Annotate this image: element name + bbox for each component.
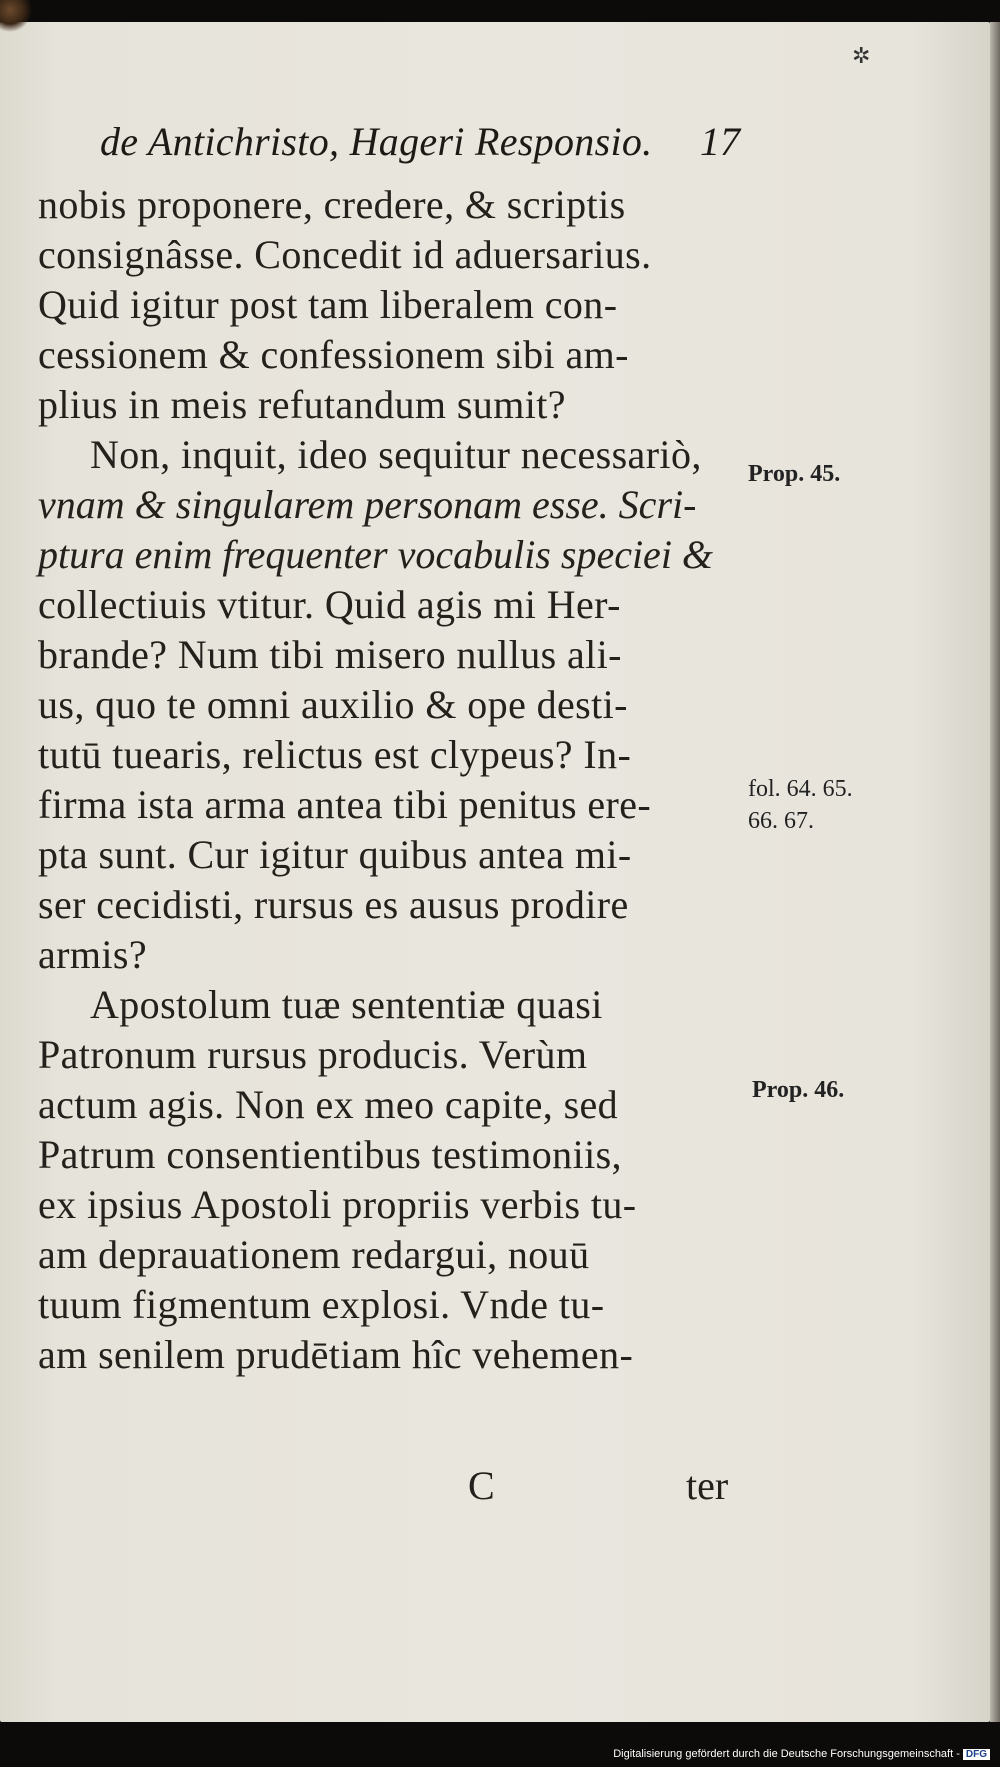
marginal-note-prop-45: Prop. 45. [748,461,841,487]
text-line: Apostolum tuæ sententiæ quasi [90,982,603,1027]
text-line: actum agis. Non ex meo capite, sed [38,1082,619,1127]
text-line: Quid igitur post tam liberalem con- [38,282,618,327]
text-line: tuum figmentum explosi. Vnde tu- [38,1282,605,1327]
dfg-logo: DFG [963,1749,990,1760]
credit-text: Digitalisierung gefördert durch die Deutsche Forschungsgemeinschaft - [613,1748,960,1760]
body-text [38,180,743,1380]
marginal-note-prop-46: Prop. 46. [752,1077,845,1103]
catchword: ter [686,1463,729,1508]
marginal-note-folios-line2: 66. 67. [748,808,814,834]
signature-mark: C [468,1463,495,1508]
text-line: ser cecidisti, rursus es ausus prodire [38,882,629,927]
page-edge [990,22,1000,1722]
running-head: de Antichristo, Hageri Responsio. [100,119,653,164]
digitization-credit [613,1748,990,1760]
text-line: armis? [38,932,148,977]
scan-bottom-band [0,1722,1000,1767]
text-line: ex ipsius Apostoli propriis verbis tu- [38,1182,637,1227]
text-line: am senilem prudētiam hîc vehemen- [38,1332,634,1377]
text-line: firma ista arma antea tibi penitus ere- [38,782,652,827]
text-line: vnam & singularem personam esse. Scri- [38,482,697,527]
text-line: Non, inquit, ideo sequitur necessariò, [90,432,702,477]
text-line: am deprauationem redargui, nouū [38,1232,590,1277]
text-line: Patronum rursus producis. Verùm [38,1032,588,1077]
text-line: cessionem & confessionem sibi am- [38,332,629,377]
page-number: 17 [700,119,740,164]
binding-corner [0,0,40,40]
text-line: plius in meis refutandum sumit? [38,382,566,427]
text-line: Patrum consentientibus testimoniis, [38,1132,622,1177]
text-line: collectiuis vtitur. Quid agis mi Her- [38,582,621,627]
text-line: brande? Num tibi misero nullus ali- [38,632,622,677]
text-line: us, quo te omni auxilio & ope desti- [38,682,628,727]
text-line: ptura enim frequenter vocabulis speciei & [38,532,714,577]
marginal-note-folios [748,773,853,837]
marginal-note-folios-line1: fol. 64. 65. [748,776,853,802]
text-line: pta sunt. Cur igitur quibus antea mi- [38,832,632,877]
text-line: tutū tuearis, relictus est clypeus? In- [38,732,632,777]
text-line: nobis proponere, credere, & scriptis [38,182,626,227]
text-line: consignâsse. Concedit id aduersarius. [38,232,652,277]
ornament-icon: ✲ [852,44,871,69]
